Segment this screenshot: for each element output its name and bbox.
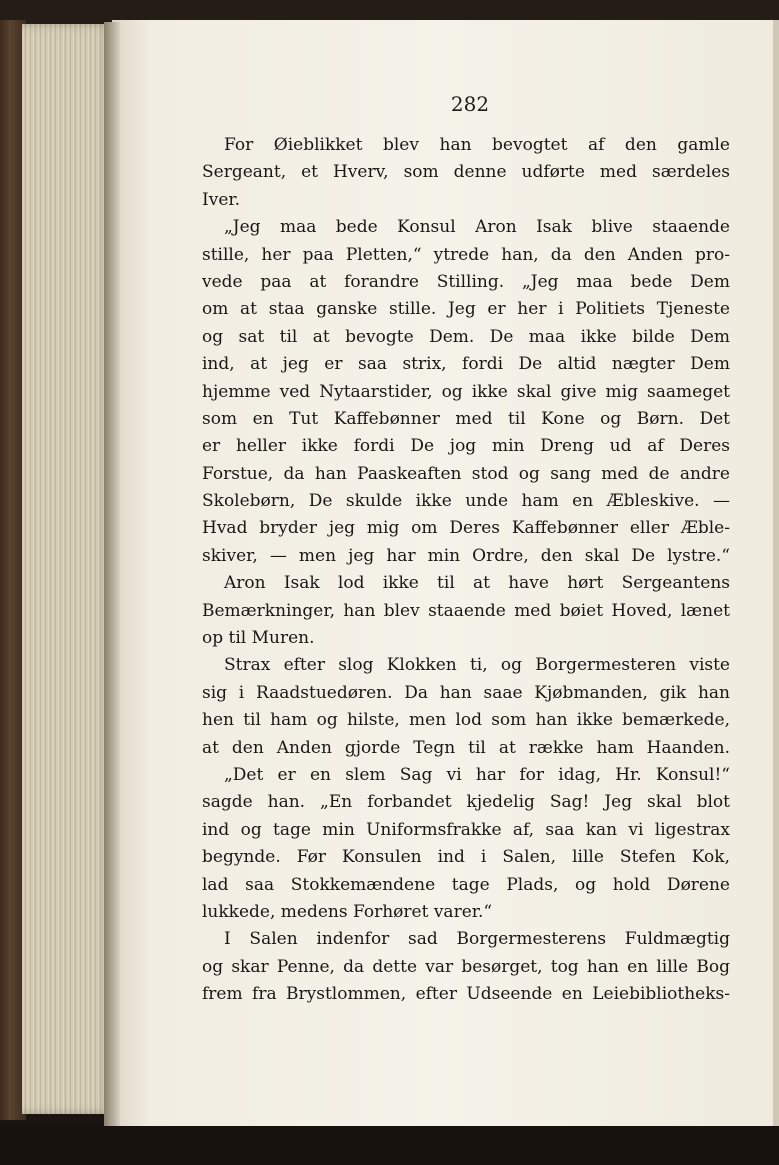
text-line: Hvad bryder jeg mig om Deres Kaffebønner eller Æble-: [202, 518, 730, 539]
text-line: lukkede, medens Forhøret varer.“: [202, 901, 493, 922]
text-line: Aron Isak lod ikke til at have hørt Sergeantens: [224, 573, 730, 594]
text-line: Skolebørn, De skulde ikke unde ham en Æbleskive. —: [202, 491, 730, 512]
text-line: Strax efter slog Klokken ti, og Borgermesteren viste: [224, 655, 730, 676]
text-line: ind og tage min Uniformsfrakke af, saa kan vi ligestrax: [202, 819, 730, 840]
text-line: begynde. Før Konsulen ind i Salen, lille Stefen Kok,: [202, 847, 730, 868]
text-line: lad saa Stokkemændene tage Plads, og hold Dørene: [202, 874, 730, 895]
text-line: sig i Raadstuedøren. Da han saae Kjøbmanden, gik han: [202, 682, 730, 703]
text-line: er heller ikke fordi De jog min Dreng ud af Deres: [202, 436, 730, 457]
text-line: I Salen indenfor sad Borgermesterens Fuldmægtig: [224, 929, 730, 950]
text-line: For Øieblikket blev han bevogtet af den gamle: [224, 135, 730, 155]
page-right-edge: [773, 20, 779, 1128]
text-line: og skar Penne, da dette var besørget, tog han en lille Bog: [202, 956, 730, 977]
text-line: at den Anden gjorde Tegn til at række ham Haanden.: [202, 737, 730, 758]
text-line: stille, her paa Pletten,“ ytrede han, da den Anden pro-: [202, 244, 730, 265]
text-line: frem fra Brystlommen, efter Udseende en Leiebibliotheks-: [202, 984, 730, 1005]
text-line: skiver, — men jeg har min Ordre, den skal De lystre.“: [202, 545, 730, 566]
text-line: „Det er en slem Sag vi har for idag, Hr. Konsul!“: [224, 764, 730, 785]
text-line: „Jeg maa bede Konsul Aron Isak blive staaende: [224, 217, 730, 238]
text-line: sagde han. „En forbandet kjedelig Sag! Jeg skal blot: [202, 792, 730, 813]
text-line: vede paa at forandre Stilling. „Jeg maa bede Dem: [202, 271, 730, 292]
text-line: op til Muren.: [202, 628, 315, 649]
text-line: hjemme ved Nytaarstider, og ikke skal give mig saameget: [202, 381, 730, 402]
body-text: [202, 132, 730, 1009]
text-line: Forstue, da han Paaskeaften stod og sang med de andre: [202, 463, 730, 484]
text-line: ind, at jeg er saa strix, fordi De altid nægter Dem: [202, 354, 730, 375]
text-line: Bemærkninger, han blev staaende med bøiet Hoved, lænet: [202, 600, 730, 621]
text-line: Sergeant, et Hverv, som denne udførte med særdeles: [202, 162, 730, 183]
text-line: og sat til at bevogte Dem. De maa ikke bilde Dem: [202, 326, 730, 347]
text-line: om at staa ganske stille. Jeg er her i Politiets Tjeneste: [202, 299, 730, 320]
page-number: 282: [450, 92, 490, 116]
page-gutter: [104, 22, 120, 1126]
text-line: hen til ham og hilste, men lod som han ikke bemærkede,: [202, 710, 730, 731]
text-line: som en Tut Kaffebønner med til Kone og Børn. Det: [202, 408, 730, 429]
page-stack-edges: [22, 24, 112, 1114]
text-line: Iver.: [202, 189, 241, 210]
bottom-shadow: [0, 1126, 779, 1165]
